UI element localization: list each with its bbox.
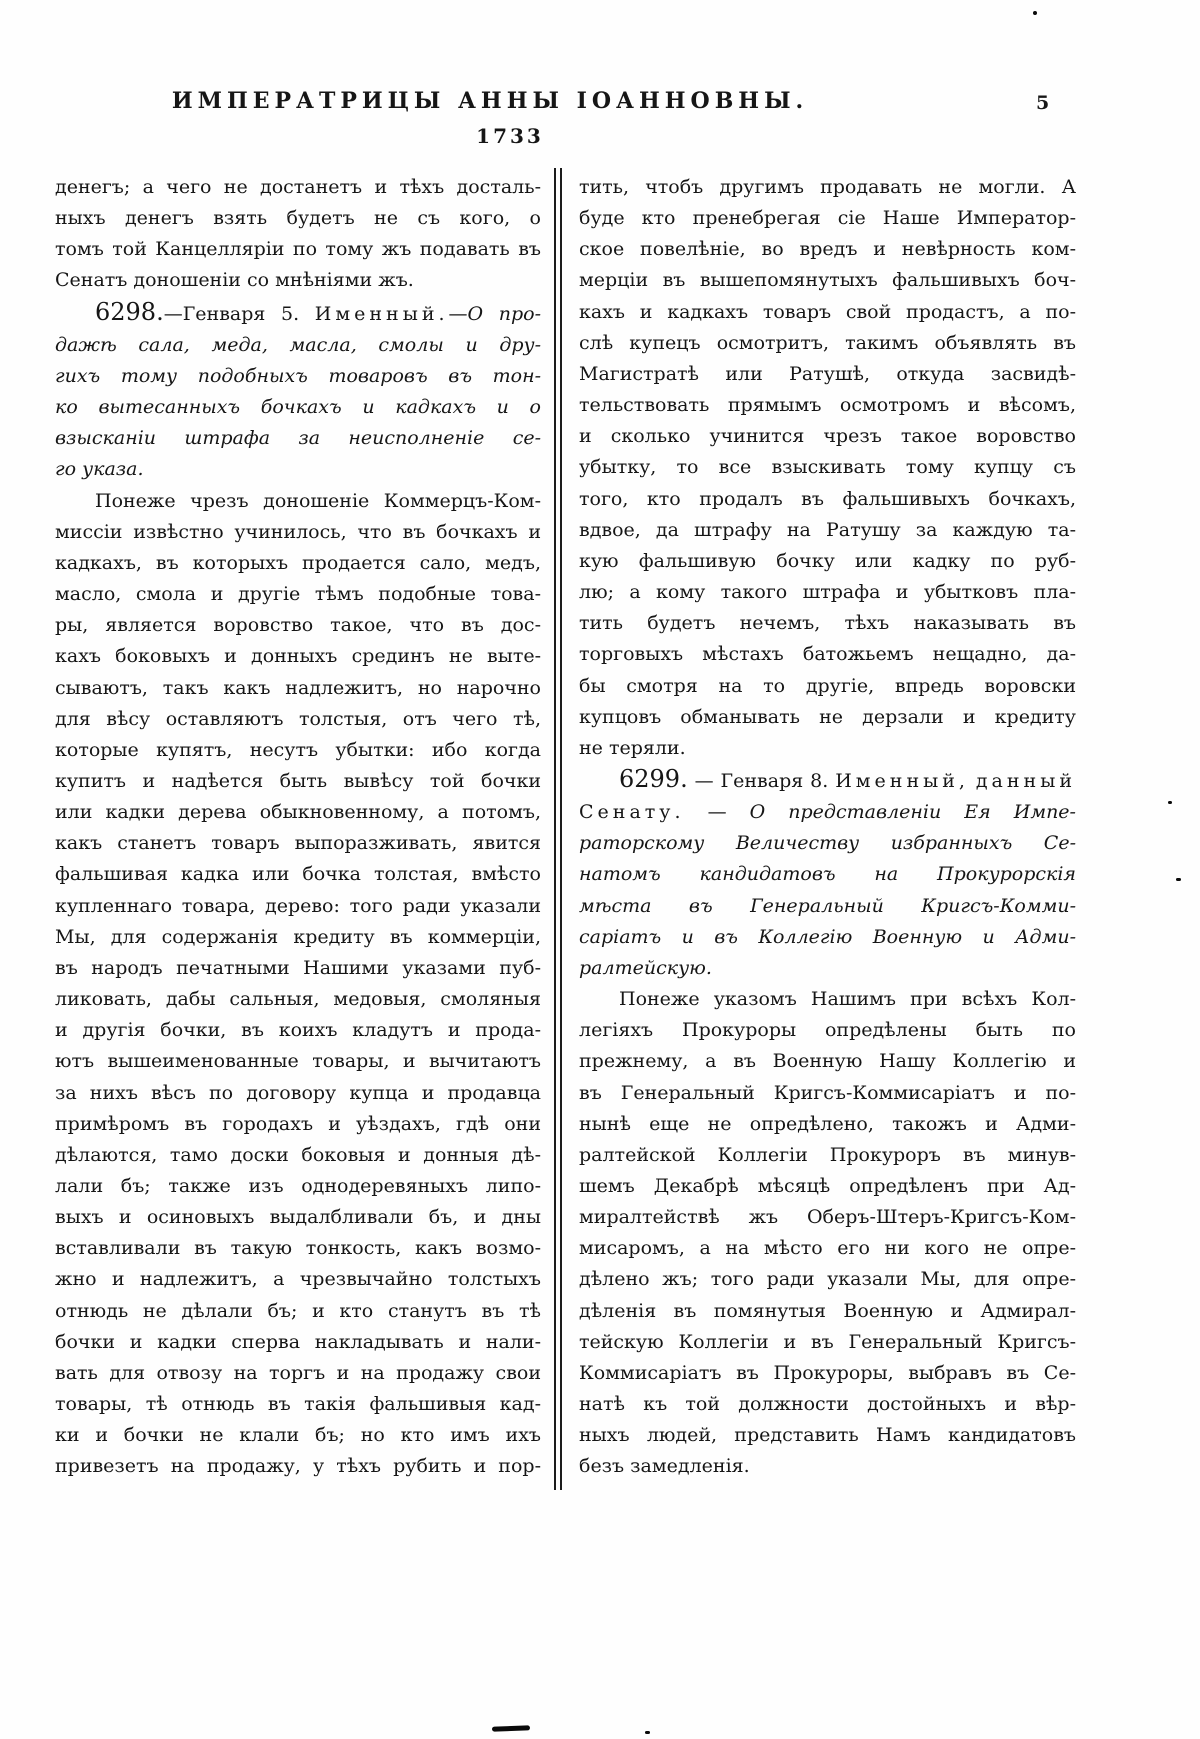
text-line (579, 265, 1076, 296)
text-line (55, 454, 541, 485)
text-line (55, 579, 541, 610)
text-segment: фальшивая кадка или бочка толстая, вмѣсто (55, 863, 541, 886)
text-segment: купцовъ обманывать не дерзали и кредиту (579, 705, 1076, 728)
text-segment: и другія бочки, въ коихъ кладутъ и прода- (55, 1019, 541, 1042)
text-segment: легіяхъ Прокуроры опредѣлены быть по (579, 1019, 1076, 1042)
text-segment: Магистратѣ или Ратушѣ, откуда засвидѣ- (579, 362, 1076, 385)
text-segment: тить, чтобъ другимъ продавать не могли. А (579, 176, 1076, 198)
text-segment: бы смотря на то другіе, впредь воровски (579, 674, 1076, 697)
text-line (55, 172, 541, 203)
text-segment: прежнему, а въ Военную Нашу Коллегію и (579, 1050, 1076, 1073)
text-segment: кахъ боковыхъ и донныхъ срединъ не выте- (55, 645, 541, 668)
text-segment: дѣленія въ помянутыя Военную и Адмирал- (579, 1299, 1076, 1322)
text-segment: Именный. (314, 302, 449, 325)
text-line (579, 546, 1076, 577)
text-line (55, 548, 541, 579)
text-segment: дажѣ сала, меда, масла, смолы и дру- (55, 333, 541, 356)
text-line (55, 234, 541, 265)
text-segment: ры, является воровство такое, что въ дос- (55, 614, 541, 637)
text-line (579, 1015, 1076, 1046)
text-segment: шемъ Декабрѣ мѣсяцѣ опредѣленъ при Ад- (579, 1175, 1076, 1197)
text-line (55, 1389, 541, 1420)
text-segment: убытку, то все взыскивать тому купцу съ (579, 456, 1076, 479)
text-segment: денегъ; а чего не достанетъ и тѣхъ досталь- (55, 176, 541, 198)
text-segment: купленнаго товара, дерево: того ради указали (55, 894, 541, 917)
text-line (55, 1233, 541, 1264)
text-segment: ралтейскую. (579, 956, 712, 979)
text-segment: дѣлаются, тамо доски боковыя и донныя дѣ- (55, 1143, 541, 1166)
text-segment: вставливали въ такую тонкость, какъ возмо- (55, 1237, 541, 1260)
text-segment: взысканіи штрафа за неисполненіе се- (55, 427, 541, 450)
text-segment: ютъ вышеименованные товары, и вычитаютъ (55, 1050, 541, 1073)
text-segment: за нихъ вѣсъ по договору купца и продавца (55, 1081, 541, 1104)
text-line (579, 859, 1076, 890)
text-line (55, 1358, 541, 1389)
text-line (579, 1451, 1076, 1482)
text-segment: вдвое, да штрафу на Ратушу за каждую та- (579, 518, 1076, 541)
text-segment: 6298. (95, 297, 164, 326)
ink-smudge (492, 1725, 530, 1731)
text-line (55, 486, 541, 517)
text-line (55, 1078, 541, 1109)
text-line (55, 1046, 541, 1077)
page-title: ИМПЕРАТРИЦЫ АННЫ ІОАННОВНЫ. (171, 88, 809, 114)
text-line (579, 359, 1076, 390)
text-segment: для вѣсу оставляютъ толстыя, отъ чего тѣ, (55, 707, 541, 730)
text-line (55, 1296, 541, 1327)
ink-speck (1176, 878, 1181, 881)
text-segment: саріатъ и въ Коллегію Военную и Адми- (579, 925, 1076, 948)
running-header (140, 88, 840, 114)
text-line (579, 452, 1076, 483)
text-line (579, 1358, 1076, 1389)
text-segment: торговыхъ мѣстахъ батожьемъ нещадно, да- (579, 643, 1076, 666)
text-segment: Понеже чрезъ доношеніе Коммерцъ-Ком- (95, 489, 541, 512)
year-heading: 1733 (476, 124, 544, 148)
text-segment: — (448, 302, 468, 325)
text-segment: сываютъ, такъ какъ надлежитъ, но нарочно (55, 676, 541, 699)
text-segment: жно и надлежитъ, а чрезвычайно толстыхъ (55, 1268, 541, 1291)
text-line (579, 922, 1076, 953)
text-line (579, 764, 1076, 797)
text-segment: ралтейской Коллегіи Прокуроръ въ минув- (579, 1143, 1076, 1166)
text-line (55, 1327, 541, 1358)
text-segment: вать для отвозу на торгъ и на продажу свои (55, 1361, 541, 1384)
text-segment: которые купятъ, несутъ убытки: ибо когда (55, 738, 541, 761)
text-line (55, 1451, 541, 1482)
text-segment: ское повелѣніе, во вредъ и невѣрность ком- (579, 238, 1076, 261)
text-line (579, 297, 1076, 328)
text-line (579, 421, 1076, 452)
text-segment: натѣ къ той должности достойныхъ и вѣр- (579, 1393, 1076, 1416)
column-divider-rule (554, 168, 562, 1490)
text-line (55, 610, 541, 641)
text-line (55, 517, 541, 548)
text-line (55, 735, 541, 766)
text-segment: масло, смола и другіе тѣмъ подобные това- (55, 583, 541, 606)
text-line (55, 1109, 541, 1140)
text-line (579, 1264, 1076, 1295)
text-line (579, 953, 1076, 984)
text-segment: Именный, (835, 769, 969, 792)
ink-speck (645, 1731, 650, 1734)
text-line (55, 265, 541, 296)
text-segment: отнюдь не дѣлали бъ; и кто станутъ въ тѣ (55, 1299, 541, 1322)
text-segment: 6299. (619, 764, 688, 793)
text-segment: безъ замедленія. (579, 1455, 750, 1478)
text-line (579, 234, 1076, 265)
text-segment: купитъ и надѣется быть вывѣсу той бочки (55, 769, 541, 792)
text-segment: кадкахъ, въ которыхъ продается сало, медъ, (55, 551, 541, 574)
text-line (579, 608, 1076, 639)
ink-speck (1168, 801, 1172, 804)
text-segment: и сколько учинится чрезъ такое воровство (579, 425, 1076, 448)
text-line (579, 671, 1076, 702)
text-line (579, 1327, 1076, 1358)
text-line (579, 828, 1076, 859)
text-line (55, 1420, 541, 1451)
text-segment: О про- (467, 302, 541, 325)
text-line (579, 390, 1076, 421)
text-segment: кахъ и кадкахъ товаръ свой продастъ, а по- (579, 300, 1076, 323)
text-line (55, 641, 541, 672)
text-segment: примѣромъ въ городахъ и уѣздахъ, гдѣ они (55, 1112, 541, 1135)
text-line (55, 891, 541, 922)
text-segment: ныхъ денегъ взять будетъ не съ кого, о (55, 207, 541, 230)
text-segment: данный (975, 769, 1076, 792)
text-line (579, 1171, 1076, 1202)
text-segment: Коммисаріатъ въ Прокуроры, выбравъ въ Се- (579, 1361, 1076, 1384)
text-segment: какъ станетъ товаръ выпоразживать, явится (55, 832, 541, 855)
text-line (55, 1015, 541, 1046)
text-line (579, 639, 1076, 670)
text-line (579, 577, 1076, 608)
text-line (579, 328, 1076, 359)
text-segment: бочки и кадки сперва накладывать и нали- (55, 1330, 541, 1353)
text-segment: нынѣ еще не опредѣлено, такожъ и Адми- (579, 1112, 1076, 1135)
text-segment: кую фальшивую бочку или кадку по руб- (579, 549, 1076, 572)
text-segment: ныхъ людей, представить Намъ кандидатовъ (579, 1424, 1076, 1447)
text-line (579, 702, 1076, 733)
text-line (579, 733, 1076, 764)
text-line (55, 423, 541, 454)
text-segment: того, кто продалъ въ фальшивыхъ бочкахъ, (579, 487, 1076, 510)
text-line (55, 953, 541, 984)
text-line (55, 828, 541, 859)
text-segment: — (684, 801, 750, 824)
text-line (579, 172, 1076, 203)
text-segment: Понеже указомъ Нашимъ при всѣхъ Кол- (619, 988, 1076, 1011)
text-segment: го указа. (55, 458, 144, 481)
text-line (579, 1140, 1076, 1171)
text-line (579, 1078, 1076, 1109)
text-line (55, 673, 541, 704)
text-segment: въ Генеральный Кригсъ-Коммисаріатъ и по- (579, 1081, 1076, 1104)
text-line (55, 392, 541, 423)
text-segment: Мы, для содержанія кредиту въ коммерціи, (55, 925, 541, 948)
text-segment: или кадки дерева обыкновенному, а потомъ, (55, 801, 541, 824)
text-segment: дѣлено жъ; того ради указали Мы, для опре- (579, 1268, 1076, 1291)
text-line (55, 1264, 541, 1295)
text-segment: лю; а кому такого штрафа и убытковъ пла- (579, 581, 1076, 604)
text-segment: миссіи извѣстно учинилось, что въ бочкахъ и (55, 520, 541, 543)
text-segment: ликовать, дабы сальныя, медовыя, смоляныя (55, 988, 541, 1011)
text-line (55, 797, 541, 828)
text-line (579, 797, 1076, 828)
text-segment: тейскую Коллегіи и въ Генеральный Кригсъ- (579, 1330, 1076, 1353)
text-line (55, 859, 541, 890)
text-segment: тельствовать прямымъ осмотромъ и вѣсомъ, (579, 394, 1076, 417)
text-segment: выхъ и осиновыхъ выдалбливали бъ, и дны (55, 1206, 541, 1229)
text-line (55, 766, 541, 797)
text-segment: товары, тѣ отнюдь въ такія фальшивыя кад- (55, 1393, 541, 1416)
text-line (55, 922, 541, 953)
text-line (55, 1171, 541, 1202)
text-segment: мерціи въ вышепомянутыхъ фальшивыхъ боч- (579, 269, 1076, 292)
text-line (579, 1420, 1076, 1451)
text-segment: ко вытесанныхъ бочкахъ и кадкахъ и о (55, 396, 541, 419)
text-line (579, 203, 1076, 234)
text-segment: — Генваря 8. (687, 769, 836, 792)
text-line (55, 984, 541, 1015)
text-segment: О представленіи Ея Импе- (749, 801, 1076, 824)
text-line (55, 704, 541, 735)
text-segment: миралтействѣ жъ Оберъ-Штеръ-Кригсъ-Ком- (579, 1206, 1076, 1229)
text-segment: мисаромъ, а на мѣсто его ни кого не опре- (579, 1237, 1076, 1260)
text-line (579, 1389, 1076, 1420)
text-line (55, 203, 541, 234)
text-segment (969, 770, 976, 792)
text-segment: Сенатъ доношеніи со мнѣніями жъ. (55, 269, 414, 292)
text-line (55, 330, 541, 361)
text-line (55, 1202, 541, 1233)
text-segment: въ народъ печатными Нашими указами пуб- (55, 956, 541, 979)
text-segment: Сенату. (579, 801, 685, 824)
ink-speck (1033, 11, 1037, 15)
text-line (579, 1109, 1076, 1140)
text-segment: натомъ кандидатовъ на Прокурорскія (579, 863, 1076, 886)
right-column (579, 172, 1076, 1483)
text-segment: мѣста въ Генеральный Кригсъ-Комми- (579, 894, 1076, 917)
text-line (579, 484, 1076, 515)
text-line (579, 1202, 1076, 1233)
text-line (579, 984, 1076, 1015)
page-number: 5 (1036, 92, 1050, 114)
text-segment: —Генваря 5. (163, 302, 315, 325)
text-segment: буде кто пренебрегая сіе Наше Император- (579, 207, 1076, 230)
text-segment: привезетъ на продажу, у тѣхъ рубить и пор- (55, 1455, 541, 1478)
text-segment: не теряли. (579, 736, 686, 759)
text-segment: тить будетъ нечемъ, тѣхъ наказывать въ (579, 612, 1076, 635)
text-line (579, 891, 1076, 922)
text-segment: слѣ купецъ осмотритъ, такимъ объявлять въ (579, 331, 1076, 354)
text-line (579, 1046, 1076, 1077)
text-segment: раторскому Величеству избранныхъ Се- (579, 832, 1076, 855)
text-line (55, 361, 541, 392)
text-line (55, 297, 541, 330)
text-segment: ки и бочки не клали бъ; но кто имъ ихъ (55, 1424, 541, 1447)
text-segment: лали бъ; также изъ однодеревяныхъ липо- (55, 1175, 541, 1197)
text-line (55, 1140, 541, 1171)
text-line (579, 1233, 1076, 1264)
text-segment: томъ той Канцелляріи по тому жъ подавать въ (55, 238, 541, 261)
left-column (55, 172, 541, 1483)
text-segment: гихъ тому подобныхъ товаровъ въ тон- (55, 364, 541, 387)
text-line (579, 515, 1076, 546)
text-line (579, 1296, 1076, 1327)
